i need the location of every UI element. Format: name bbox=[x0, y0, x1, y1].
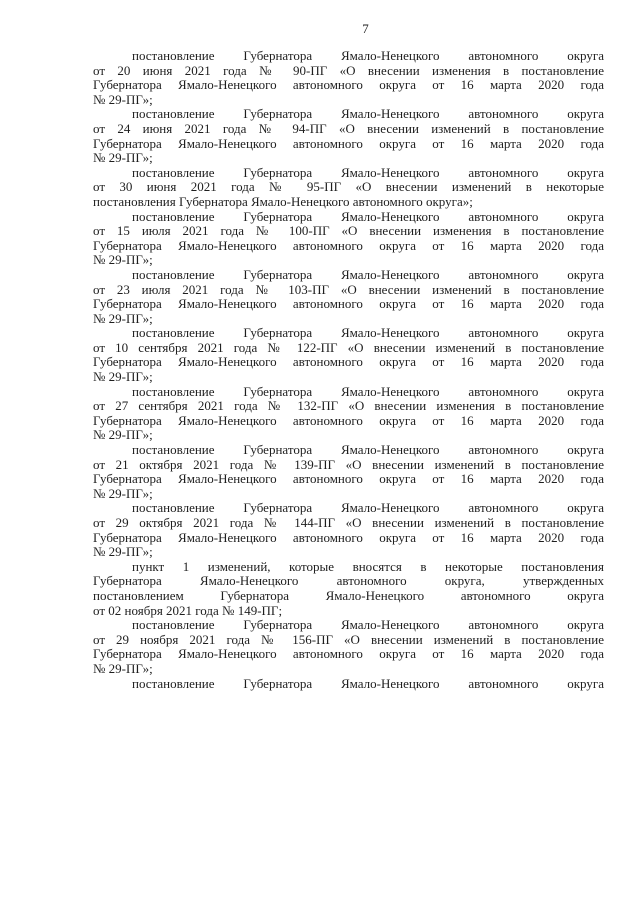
text-line: постановление Губернатора Ямало-Ненецкого автономного округа bbox=[132, 266, 604, 282]
text-line: постановления Губернатора Ямало-Ненецкого автономного округа»; bbox=[93, 193, 473, 209]
text-line: от 27 сентября 2021 года № 132-ПГ «О внесении изменения в постановление bbox=[93, 398, 604, 414]
text-line: постановление Губернатора Ямало-Ненецкого автономного округа bbox=[132, 383, 604, 399]
text-line: постановление Губернатора Ямало-Ненецкого автономного округа bbox=[132, 48, 604, 63]
text-line: № 29-ПГ»; bbox=[93, 544, 153, 560]
paragraph bbox=[93, 677, 604, 692]
text-line: Губернатора Ямало-Ненецкого автономного округа от 16 марта 2020 года bbox=[93, 296, 604, 312]
text-line: от 15 июля 2021 года № 100-ПГ «О внесении изменения в постановление bbox=[93, 223, 604, 239]
paragraph bbox=[93, 326, 604, 384]
text-line: № 29-ПГ»; bbox=[93, 660, 153, 676]
document-body bbox=[93, 49, 604, 691]
text-line: от 29 октября 2021 года № 144-ПГ «О внесении изменений в постановление bbox=[93, 515, 604, 530]
text-line: постановление Губернатора Ямало-Ненецкого автономного округа bbox=[132, 325, 604, 341]
paragraph bbox=[93, 618, 604, 676]
page-number: 7 bbox=[362, 21, 369, 36]
text-line: № 29-ПГ»; bbox=[93, 310, 153, 326]
text-line: Губернатора Ямало-Ненецкого автономного округа от 16 марта 2020 года bbox=[93, 529, 604, 545]
text-line: постановлением Губернатора Ямало-Ненецкого автономного округа bbox=[93, 587, 604, 603]
text-line: № 29-ПГ»; bbox=[93, 369, 153, 385]
text-line: постановление Губернатора Ямало-Ненецкого автономного округа bbox=[132, 500, 604, 516]
text-line: постановление Губернатора Ямало-Ненецкого автономного округа bbox=[132, 617, 604, 633]
text-line: Губернатора Ямало-Ненецкого автономного округа от 16 марта 2020 года bbox=[93, 646, 604, 662]
paragraph bbox=[93, 268, 604, 326]
text-line: постановление Губернатора Ямало-Ненецкого автономного округа bbox=[132, 442, 604, 458]
text-line: от 02 ноября 2021 года № 149-ПГ; bbox=[93, 602, 283, 618]
text-line: от 30 июня 2021 года № 95-ПГ «О внесении изменений в некоторые bbox=[93, 179, 604, 195]
text-line: от 23 июля 2021 года № 103-ПГ «О внесении изменений в постановление bbox=[93, 281, 604, 297]
text-line: от 20 июня 2021 года № 90-ПГ «О внесении изменения в постановление bbox=[93, 62, 604, 78]
paragraph bbox=[93, 166, 604, 210]
text-line: Губернатора Ямало-Ненецкого автономного округа от 16 марта 2020 года bbox=[93, 412, 604, 428]
text-line: Губернатора Ямало-Ненецкого автономного округа от 16 марта 2020 года bbox=[93, 471, 604, 487]
text-line: Губернатора Ямало-Ненецкого автономного округа, утвержденных bbox=[93, 573, 604, 589]
text-line: от 29 ноября 2021 года № 156-ПГ «О внесении изменений в постановление bbox=[93, 631, 604, 647]
paragraph bbox=[93, 443, 604, 501]
text-line: от 21 октября 2021 года № 139-ПГ «О внесении изменений в постановление bbox=[93, 456, 604, 472]
text-line: Губернатора Ямало-Ненецкого автономного округа от 16 марта 2020 года bbox=[93, 354, 604, 370]
text-line: постановление Губернатора Ямало-Ненецкого автономного округа bbox=[132, 164, 604, 180]
paragraph bbox=[93, 560, 604, 618]
paragraph bbox=[93, 49, 604, 107]
paragraph bbox=[93, 107, 604, 165]
text-line: Губернатора Ямало-Ненецкого автономного округа от 16 марта 2020 года bbox=[93, 77, 604, 93]
paragraph bbox=[93, 501, 604, 559]
text-line: № 29-ПГ»; bbox=[93, 427, 153, 443]
text-line: № 29-ПГ»; bbox=[93, 252, 153, 268]
text-line: от 24 июня 2021 года № 94-ПГ «О внесении изменений в постановление bbox=[93, 120, 604, 136]
text-line: № 29-ПГ»; bbox=[93, 485, 153, 501]
text-line: Губернатора Ямало-Ненецкого автономного округа от 16 марта 2020 года bbox=[93, 237, 604, 253]
paragraph bbox=[93, 385, 604, 443]
text-line: № 29-ПГ»; bbox=[93, 150, 153, 166]
text-line: Губернатора Ямало-Ненецкого автономного округа от 16 марта 2020 года bbox=[93, 135, 604, 151]
text-line: постановление Губернатора Ямало-Ненецкого автономного округа bbox=[132, 675, 604, 691]
text-line: № 29-ПГ»; bbox=[93, 91, 153, 107]
paragraph bbox=[93, 210, 604, 268]
text-line: постановление Губернатора Ямало-Ненецкого автономного округа bbox=[132, 208, 604, 224]
text-line: от 10 сентября 2021 года № 122-ПГ «О внесении изменений в постановление bbox=[93, 339, 604, 355]
text-line: пункт 1 изменений, которые вносятся в некоторые постановления bbox=[132, 558, 604, 574]
text-line: постановление Губернатора Ямало-Ненецкого автономного округа bbox=[132, 106, 604, 122]
